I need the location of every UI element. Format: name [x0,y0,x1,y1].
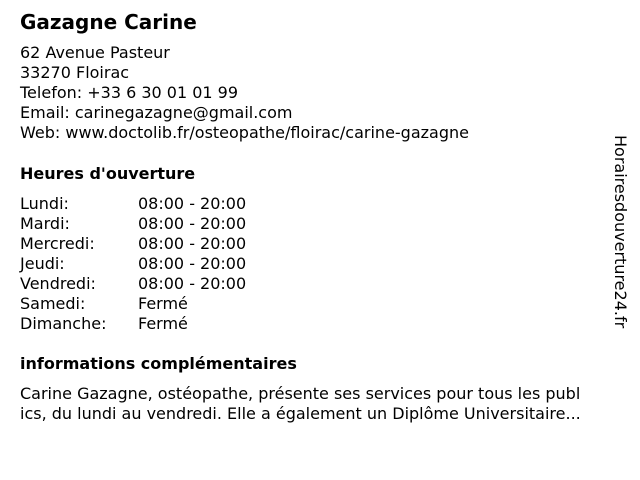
description-line: ics, du lundi au vendredi. Elle a également un Diplôme Universitaire... [20,404,581,423]
day-label: Mercredi: [20,234,95,253]
site-watermark: Horairesdouverture24.fr [611,135,630,329]
opening-hours-heading: Heures d'ouverture [20,164,196,183]
time-value: 08:00 - 20:00 [138,234,247,253]
day-label: Samedi: [20,294,86,313]
day-label: Lundi: [20,194,69,213]
time-value: Fermé [138,294,188,313]
time-value: 08:00 - 20:00 [138,214,247,233]
phone-line: Telefon: +33 6 30 01 01 99 [20,83,239,102]
day-label: Dimanche: [20,314,107,333]
time-value: 08:00 - 20:00 [138,194,247,213]
time-value: 08:00 - 20:00 [138,274,247,293]
contact-block [20,43,469,143]
additional-info-text [20,384,630,424]
website-line: Web: www.doctolib.fr/osteopathe/floirac/carine-gazagne [20,123,469,142]
description-line: Carine Gazagne, ostéopathe, présente ses services pour tous les publ [20,384,581,403]
email-line: Email: carinegazagne@gmail.com [20,103,293,122]
day-label: Vendredi: [20,274,96,293]
time-value: 08:00 - 20:00 [138,254,247,273]
address-city: 33270 Floirac [20,63,130,82]
additional-info-heading: informations complémentaires [20,354,297,373]
day-label: Mardi: [20,214,70,233]
time-value: Fermé [138,314,188,333]
address-street: 62 Avenue Pasteur [20,43,170,62]
business-name: Gazagne Carine [20,10,197,34]
day-label: Jeudi: [20,254,65,273]
